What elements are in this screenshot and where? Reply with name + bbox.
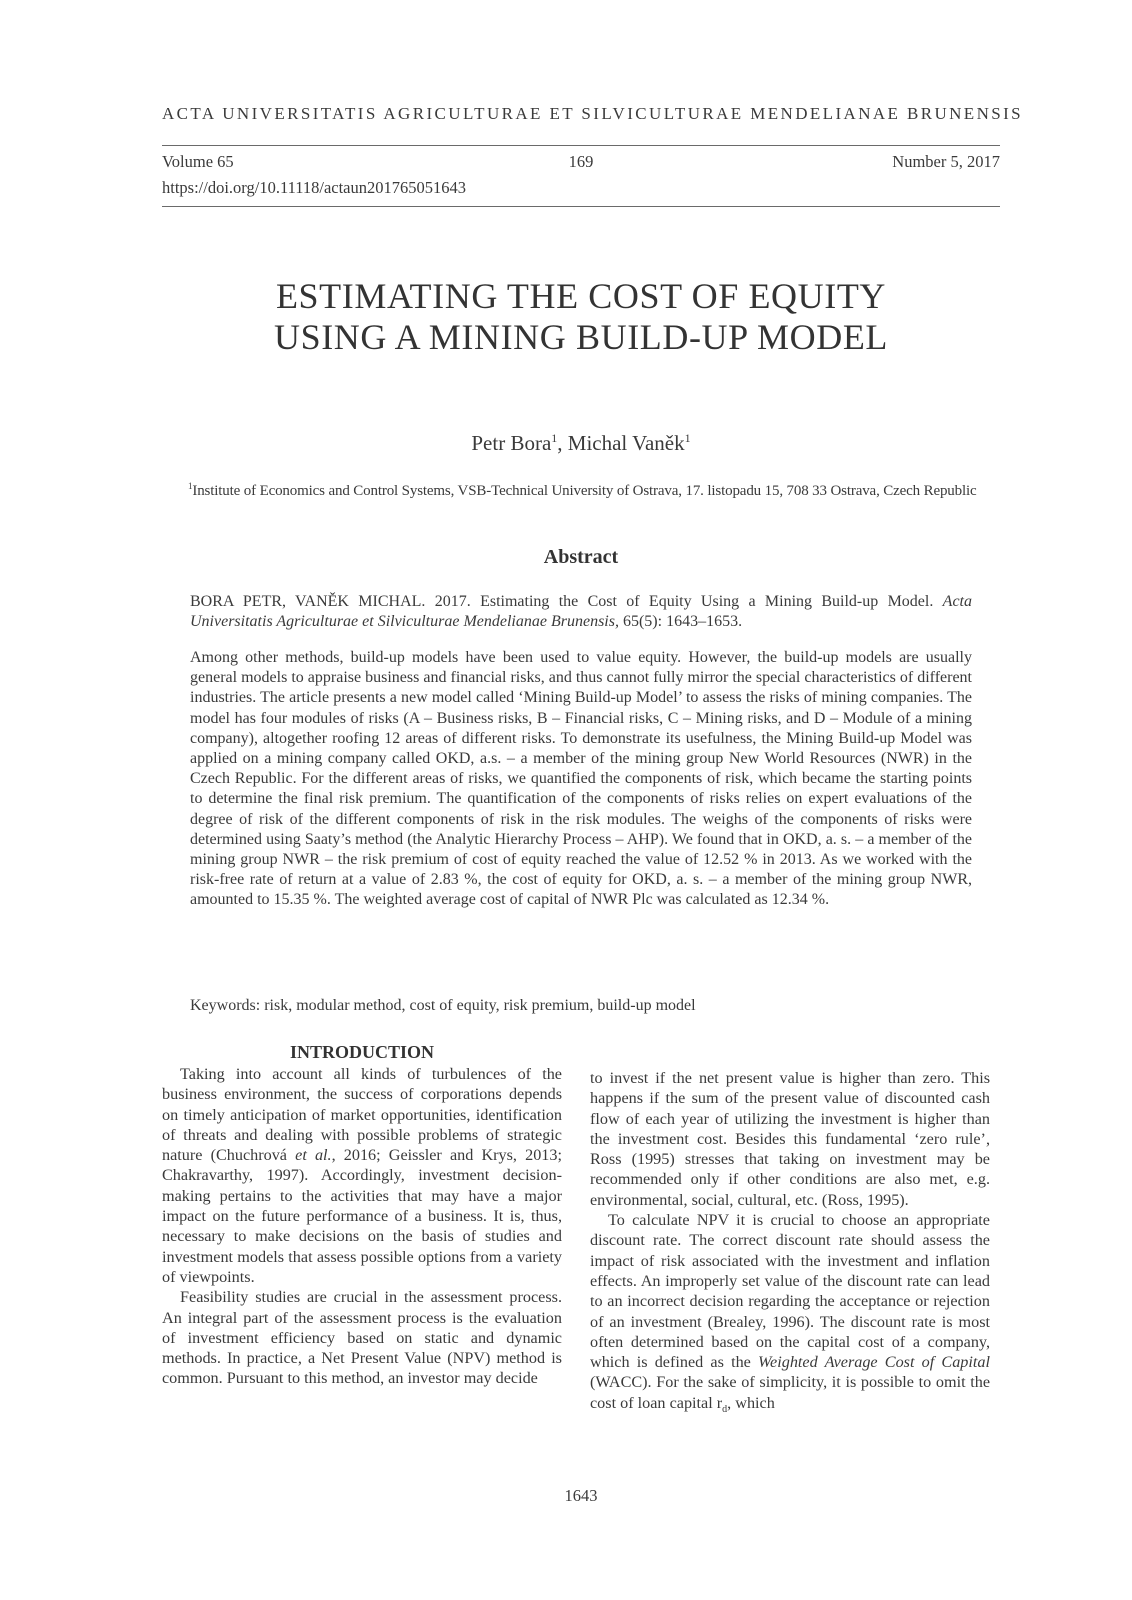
abstract-citation <box>190 592 972 632</box>
affiliation-mark: 1 <box>188 481 193 491</box>
author-2: Michal Vaněk <box>567 431 685 455</box>
affiliation-text: Institute of Economics and Control Systems, VSB-Technical University of Ostrava, 17. listopadu 15, 708 33 Ostrava, Czech Republic <box>192 483 977 499</box>
intro-paragraph-3: to invest if the net present value is higher than zero. This happens if the sum of the present value of discounted cash flow of each year of utilizing the investment is higher than the investment cost. Besides this fundamental ‘zero rule’, Ross (1995) stresses that taking on investment may be recommended only if other conditions are also met, e.g. environmental, social, cultural, etc. (Ross, 1995). <box>590 1069 990 1209</box>
authors: Petr Bora$^1$, Michal Vaněk$^1$ <box>471 431 691 455</box>
intro-p4-text-c: , which <box>727 1393 775 1412</box>
citation-authors-title: BORA PETR, VANĚK MICHAL. 2017. Estimating the Cost of Equity Using a Mining Build-up Model. <box>190 593 934 610</box>
title-line-2: USING A MINING BUILD-UP MODEL <box>273 317 889 357</box>
intro-paragraph-1 <box>162 1064 562 1287</box>
abstract-heading: Abstract <box>543 546 619 568</box>
intro-p1-text-b: , 2016; Geissler and Krys, 2013; Chakravarthy, 1997). Accordingly, investment decision-making pertains to the activities that may have a major impact on the future performance of a business. It is, thus, necessary to make decisions on the basis of studies and investment models that assess possible options from a variety of viewpoints. <box>162 1146 562 1286</box>
intro-p4-subscript: d <box>722 1403 728 1415</box>
issue-page-number: 169 <box>568 152 594 171</box>
intro-p4-wacc: Weighted Average Cost of Capital <box>758 1353 990 1372</box>
author-1: Petr Bora <box>471 431 552 455</box>
intro-paragraph-4 <box>590 1210 990 1420</box>
volume-label: Volume 65 <box>162 152 234 171</box>
issue-number: Number 5, 2017 <box>892 152 1000 171</box>
affiliation <box>188 476 986 501</box>
page-number: 1643 <box>564 1486 598 1505</box>
intro-p4-text-a: To calculate NPV it is crucial to choose an appropriate discount rate. The correct discount rate should assess the impact of risk associated with the investment and inflation effects. An improperly set value of the discount rate can lead to an incorrect decision regarding the acceptance or rejection of an investment (Brealey, 1996). The discount rate is most often determined based on the capital cost of a company, which is defined as the <box>590 1211 990 1372</box>
header-rule-bottom <box>162 206 1000 207</box>
title-line-1: ESTIMATING THE COST OF EQUITY <box>275 276 887 316</box>
intro-p1-text-a: Taking into account all kinds of turbulences of the business environment, the success of corporations depends on timely anticipation of market opportunities, identification of threats and dealing with possible problems of strategic nature (Chuchrová <box>162 1065 562 1165</box>
intro-p4-text-b: (WACC). For the sake of simplicity, it is possible to omit the cost of loan capital r <box>590 1373 990 1412</box>
column-left <box>162 1064 562 1389</box>
journal-name: ACTA UNIVERSITATIS AGRICULTURAE ET SILVICULTURAE MENDELIANAE BRUNENSIS <box>162 104 1024 123</box>
author-2-affil-mark: 1 <box>684 431 691 445</box>
header-rule-top <box>162 145 1000 146</box>
article-title <box>162 276 1000 358</box>
citation-reference: 65(5): 1643–1653. <box>618 613 743 631</box>
doi-link[interactable]: https://doi.org/10.11118/actaun201765051643 <box>162 178 467 197</box>
author-1-affil-mark: 1 <box>551 431 558 445</box>
keywords: Keywords: risk, modular method, cost of equity, risk premium, build-up model <box>190 997 696 1014</box>
intro-p1-etal: et al. <box>295 1146 332 1165</box>
intro-paragraph-2: Feasibility studies are crucial in the assessment process. An integral part of the assessment process is the evaluation of investment efficiency based on static and dynamic methods. In practice, a Net Present Value (NPV) method is common. Pursuant to this method, an investor may decide <box>162 1288 562 1388</box>
column-right <box>590 1068 990 1420</box>
introduction-heading: INTRODUCTION <box>289 1042 435 1062</box>
abstract-text: Among other methods, build-up models have been used to value equity. However, the build-up models are usually general models to appraise business and financial risks, and thus cannot fully mirror the special characteristics of different industries. The article presents a new model called ‘Mining Build-up Model’ to assess the risks of mining companies. The model has four modules of risks (A – Business risks, B – Financial risks, C – Mining risks, and D – Module of a mining company), altogether roofing 12 areas of different risks. To demonstrate its usefulness, the Mining Build-up Model was applied on a mining company called OKD, a.s. – a member of the mining group New World Resources (NWR) in the Czech Republic. For the different areas of risks, we quantified the components of risk, which became the starting points to determine the final risk premium. The quantification of the components of risks relies on expert evaluations of the degree of risk of the different components of risk in the risk modules. The weighs of the components of risks were determined using Saaty’s method (the Analytic Hierarchy Process – AHP). We found that in OKD, a. s. – a member of the mining group NWR – the risk premium of cost of equity reached the value of 12.52 % in 2013. As we worked with the risk-free rate of return at a value of 2.83 %, the cost of equity for OKD, a. s. – a member of the mining group NWR, amounted to 15.35 %. The weighted average cost of capital of NWR Plc was calculated as 12.34 %. <box>190 649 972 909</box>
citation-journal: Acta Universitatis Agriculturae et Silviculturae Mendelianae Brunensis, <box>190 593 972 631</box>
